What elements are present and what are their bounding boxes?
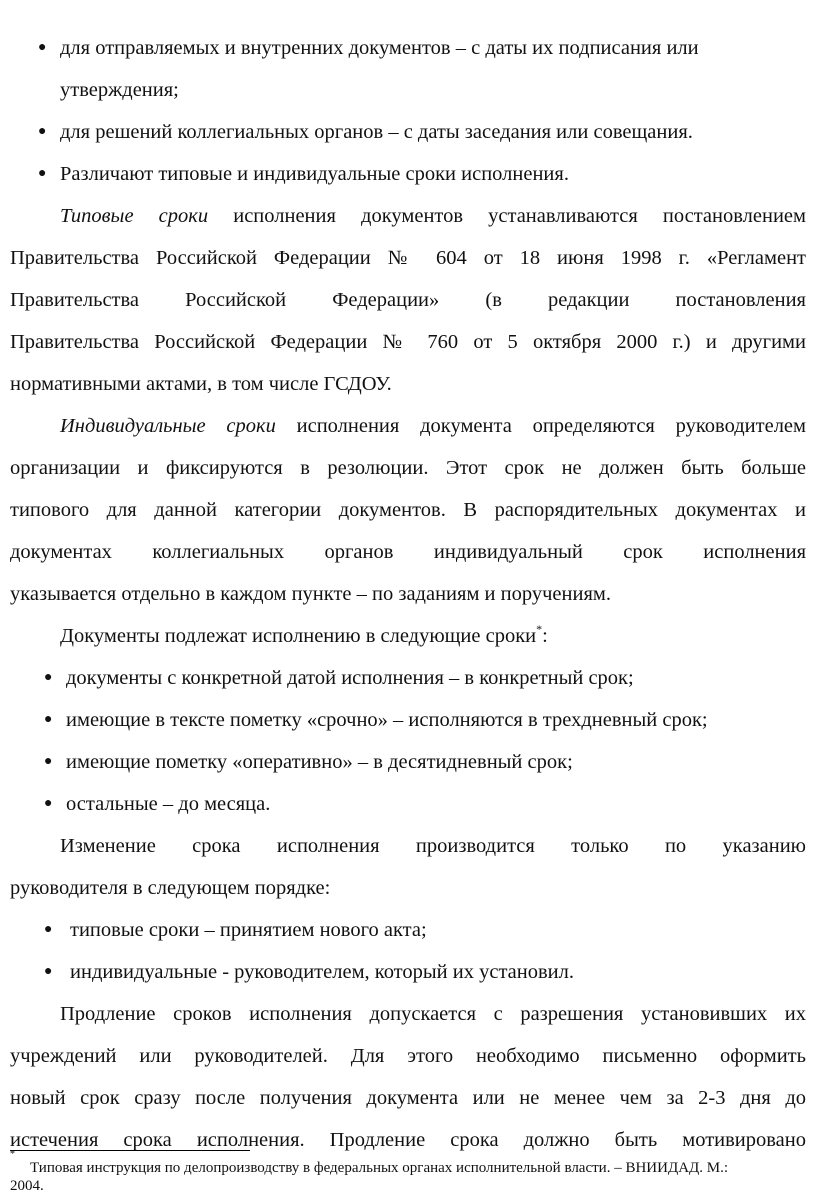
bullet-icon: ● xyxy=(44,796,53,811)
paragraph-line: истечения срока исполнения. Продление срока должно быть мотивировано xyxy=(10,1129,806,1151)
bullet-icon: ● xyxy=(38,166,47,181)
list-item: индивидуальные - руководителем, который их установил. xyxy=(70,961,574,983)
bullet-icon: ● xyxy=(44,922,53,937)
list-item: остальные – до месяца. xyxy=(66,793,271,815)
list-item: для отправляемых и внутренних документов – с даты их подписания или xyxy=(60,37,699,59)
paragraph-line: Продление сроков исполнения допускается с разрешения установивших их xyxy=(60,1003,806,1025)
bullet-icon: ● xyxy=(44,754,53,769)
paragraph-line: организации и фиксируются в резолюции. Этот срок не должен быть больше xyxy=(10,457,806,479)
paragraph-line: Документы подлежат исполнению в следующие сроки*: xyxy=(60,622,548,647)
paragraph-line: Правительства Российской Федерации» (в редакции постановления xyxy=(10,289,806,311)
list-item: имеющие пометку «оперативно» – в десятидневный срок; xyxy=(66,751,573,773)
term-typical-deadlines: Типовые сроки xyxy=(60,205,209,227)
paragraph-line: Типовые сроки исполнения документов устанавливаются постановлением xyxy=(60,205,806,227)
paragraph-line: Правительства Российской Федерации № 760 от 5 октября 2000 г.) и другими xyxy=(10,331,806,353)
paragraph-line: Индивидуальные сроки исполнения документа определяются руководителем xyxy=(60,415,806,437)
paragraph-line: руководителя в следующем порядке: xyxy=(10,877,331,899)
footnote-separator xyxy=(10,1150,250,1151)
footnote-mark: * xyxy=(10,1149,15,1160)
paragraph-line: Изменение срока исполнения производится только по указанию xyxy=(60,835,806,857)
bullet-icon: ● xyxy=(44,670,53,685)
term-individual-deadlines: Индивидуальные сроки xyxy=(60,415,276,437)
list-item: для решений коллегиальных органов – с даты заседания или совещания. xyxy=(60,121,693,143)
footnote-text: Типовая инструкция по делопроизводству в федеральных органах исполнительной власти. – ВНИИДАД. М.: xyxy=(30,1160,729,1176)
bullet-icon: ● xyxy=(38,124,47,139)
footnote-reference: * xyxy=(536,622,543,636)
list-item: типовые сроки – принятием нового акта; xyxy=(70,919,427,941)
paragraph-line: типового для данной категории документов. В распорядительных документах и xyxy=(10,499,806,521)
bullet-icon: ● xyxy=(38,40,47,55)
footnote-text: 2004. xyxy=(10,1178,44,1194)
list-item-continuation: утверждения; xyxy=(60,79,179,101)
list-item: Различают типовые и индивидуальные сроки исполнения. xyxy=(60,163,569,185)
list-item: документы с конкретной датой исполнения – в конкретный срок; xyxy=(66,667,634,689)
paragraph-line: указывается отдельно в каждом пункте – по заданиям и поручениям. xyxy=(10,583,611,605)
paragraph-line: нормативными актами, в том числе ГСДОУ. xyxy=(10,373,392,395)
paragraph-line: документах коллегиальных органов индивидуальный срок исполнения xyxy=(10,541,806,563)
list-item: имеющие в тексте пометку «срочно» – исполняются в трехдневный срок; xyxy=(66,709,708,731)
paragraph-line: учреждений или руководителей. Для этого необходимо письменно оформить xyxy=(10,1045,806,1067)
paragraph-line: новый срок сразу после получения документа или не менее чем за 2-3 дня до xyxy=(10,1087,806,1109)
bullet-icon: ● xyxy=(44,964,53,979)
bullet-icon: ● xyxy=(44,712,53,727)
paragraph-line: Правительства Российской Федерации № 604 от 18 июня 1998 г. «Регламент xyxy=(10,247,806,269)
